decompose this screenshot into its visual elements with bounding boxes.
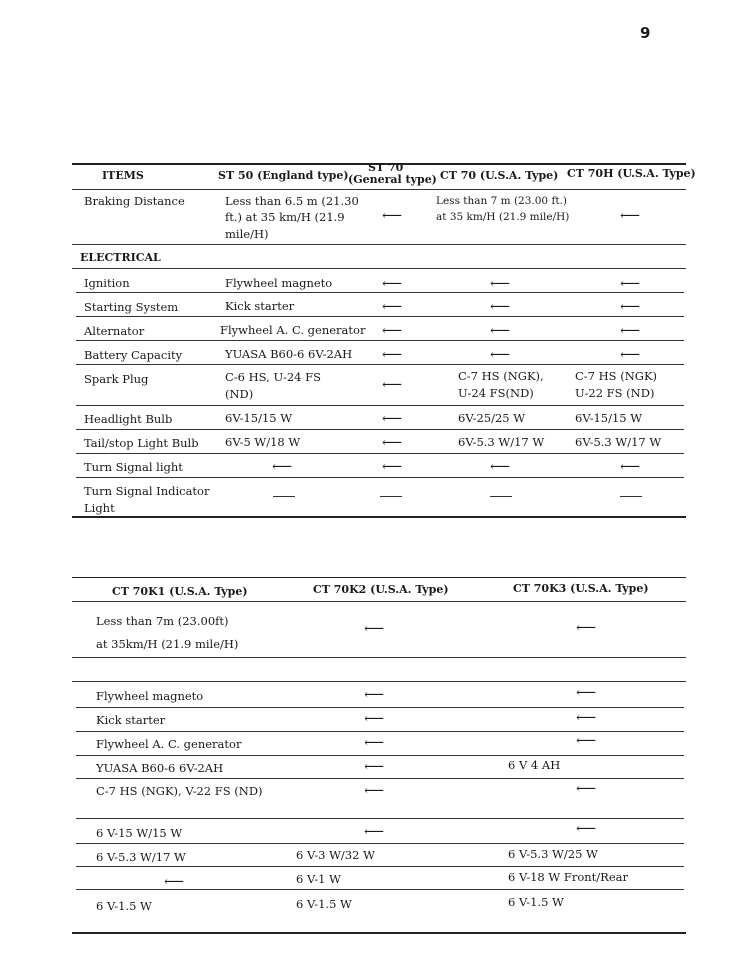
rule	[76, 405, 684, 406]
k1-braking-line2: at 35km/H (21.9 mile/H)	[96, 637, 239, 651]
k1-braking-line1: Less than 7m (23.00ft)	[96, 614, 229, 628]
st50-headlight: 6V-15/15 W	[225, 411, 293, 425]
row-braking-label: Braking Distance	[84, 194, 185, 208]
ct70h-tail: 6V-5.3 W/17 W	[575, 435, 662, 449]
rule	[76, 818, 684, 819]
ct70-tail: 6V-5.3 W/17 W	[458, 435, 545, 449]
ct70-braking-line1: Less than 7 m (23.00 ft.)	[436, 195, 567, 207]
same-arrow-icon: ⟵	[382, 299, 403, 315]
ct70h-headlight: 6V-15/15 W	[575, 411, 643, 425]
k3-turn: 6 V-18 W Front/Rear	[508, 870, 628, 884]
rule	[72, 681, 686, 682]
ct70-braking-line2: at 35 km/H (21.9 mile/H)	[436, 211, 570, 223]
same-arrow-icon: ⟵	[364, 759, 385, 775]
st50-starting: Kick starter	[225, 299, 295, 313]
dash-icon	[380, 496, 402, 497]
same-arrow-icon: ⟵	[490, 323, 511, 339]
page-number: 9	[640, 24, 651, 42]
same-arrow-icon: ⟵	[272, 459, 293, 475]
table2-top-rule	[72, 577, 686, 578]
row-indicator-label-line1: Turn Signal Indicator	[84, 484, 210, 498]
header-ct70k1: CT 70K1 (U.S.A. Type)	[112, 585, 248, 598]
k1-ignition: Flywheel magneto	[96, 689, 204, 703]
row-battery-label: Battery Capacity	[84, 348, 183, 362]
section-electrical: ELECTRICAL	[80, 251, 161, 264]
same-arrow-icon: ⟵	[576, 821, 597, 837]
st50-battery: YUASA B60-6 6V-2AH	[225, 347, 353, 361]
same-arrow-icon: ⟵	[620, 323, 641, 339]
same-arrow-icon: ⟵	[576, 710, 597, 726]
same-arrow-icon: ⟵	[490, 347, 511, 363]
rule	[72, 244, 686, 245]
rule	[76, 364, 684, 365]
k3-tail: 6 V-5.3 W/25 W	[508, 847, 598, 861]
dash-icon	[620, 496, 642, 497]
st50-braking-line3: mile/H)	[225, 227, 269, 241]
k2-turn: 6 V-1 W	[296, 872, 341, 886]
ct70h-spark-line1: C-7 HS (NGK)	[575, 369, 658, 383]
k2-tail: 6 V-3 W/32 W	[296, 848, 375, 862]
same-arrow-icon: ⟵	[382, 208, 403, 224]
row-ignition-label: Ignition	[84, 276, 130, 290]
same-arrow-icon: ⟵	[576, 733, 597, 749]
same-arrow-icon: ⟵	[382, 459, 403, 475]
same-arrow-icon: ⟵	[576, 685, 597, 701]
ct70-spark-line1: C-7 HS (NGK),	[458, 369, 544, 383]
row-alternator-label: Alternator	[84, 324, 145, 338]
st50-alternator: Flywheel A. C. generator	[220, 323, 366, 337]
same-arrow-icon: ⟵	[620, 459, 641, 475]
same-arrow-icon: ⟵	[490, 459, 511, 475]
same-arrow-icon: ⟵	[620, 276, 641, 292]
rule	[72, 189, 686, 190]
same-arrow-icon: ⟵	[364, 735, 385, 751]
same-arrow-icon: ⟵	[364, 824, 385, 840]
same-arrow-icon: ⟵	[490, 276, 511, 292]
same-arrow-icon: ⟵	[382, 347, 403, 363]
k1-starting: Kick starter	[96, 713, 166, 727]
same-arrow-icon: ⟵	[364, 687, 385, 703]
k1-spark: C-7 HS (NGK), V-22 FS (ND)	[96, 784, 263, 798]
same-arrow-icon: ⟵	[382, 276, 403, 292]
rule	[76, 292, 684, 293]
same-arrow-icon: ⟵	[620, 299, 641, 315]
rule	[76, 707, 684, 708]
rule	[76, 866, 684, 867]
header-st70-line1: ST 70	[368, 161, 404, 174]
st50-spark-line1: C-6 HS, U-24 FS	[225, 370, 321, 384]
rule	[76, 340, 684, 341]
header-ct70k2: CT 70K2 (U.S.A. Type)	[313, 583, 449, 596]
same-arrow-icon: ⟵	[164, 874, 185, 890]
ct70h-spark-line2: U-22 FS (ND)	[575, 386, 655, 400]
rule	[76, 316, 684, 317]
row-tail-label: Tail/stop Light Bulb	[84, 436, 199, 450]
dash-icon	[490, 496, 512, 497]
rule	[76, 778, 684, 779]
header-ct70: CT 70 (U.S.A. Type)	[440, 169, 559, 182]
header-st50: ST 50 (England type)	[218, 169, 349, 182]
st50-spark-line2: (ND)	[225, 387, 254, 401]
k2-indicator: 6 V-1.5 W	[296, 897, 352, 911]
rule	[72, 601, 686, 602]
k1-battery: YUASA B60-6 6V-2AH	[96, 761, 224, 775]
row-headlight-label: Headlight Bulb	[84, 412, 173, 426]
row-spark-label: Spark Plug	[84, 372, 149, 386]
same-arrow-icon: ⟵	[620, 208, 641, 224]
same-arrow-icon: ⟵	[490, 299, 511, 315]
row-turn-label: Turn Signal light	[84, 460, 183, 474]
rule	[72, 657, 686, 658]
header-st70-line2: (General type)	[348, 173, 437, 186]
same-arrow-icon: ⟵	[576, 781, 597, 797]
ct70-headlight: 6V-25/25 W	[458, 411, 526, 425]
header-ct70k3: CT 70K3 (U.S.A. Type)	[513, 582, 649, 595]
table2-bottom-rule	[72, 932, 686, 934]
same-arrow-icon: ⟵	[382, 435, 403, 451]
row-indicator-label-line2: Light	[84, 501, 115, 515]
rule	[76, 477, 684, 478]
header-items: ITEMS	[102, 169, 144, 182]
st50-ignition: Flywheel magneto	[225, 276, 333, 290]
row-starting-label: Starting System	[84, 300, 179, 314]
k1-headlight: 6 V-15 W/15 W	[96, 826, 183, 840]
st50-tail: 6V-5 W/18 W	[225, 435, 301, 449]
k3-battery: 6 V 4 AH	[508, 758, 561, 772]
table1-bottom-rule	[72, 516, 686, 518]
ct70-spark-line2: U-24 FS(ND)	[458, 386, 534, 400]
st50-braking-line1: Less than 6.5 m (21.30	[225, 194, 359, 208]
same-arrow-icon: ⟵	[576, 620, 597, 636]
k1-alternator: Flywheel A. C. generator	[96, 737, 242, 751]
rule	[76, 843, 684, 844]
same-arrow-icon: ⟵	[382, 377, 403, 393]
same-arrow-icon: ⟵	[620, 347, 641, 363]
st50-braking-line2: ft.) at 35 km/H (21.9	[225, 210, 345, 224]
header-ct70h: CT 70H (U.S.A. Type)	[567, 167, 696, 180]
same-arrow-icon: ⟵	[382, 411, 403, 427]
same-arrow-icon: ⟵	[382, 323, 403, 339]
rule	[72, 268, 686, 269]
rule	[76, 731, 684, 732]
k1-indicator: 6 V-1.5 W	[96, 899, 152, 913]
k3-indicator: 6 V-1.5 W	[508, 895, 564, 909]
k1-tail: 6 V-5.3 W/17 W	[96, 850, 186, 864]
rule	[76, 755, 684, 756]
same-arrow-icon: ⟵	[364, 621, 385, 637]
same-arrow-icon: ⟵	[364, 711, 385, 727]
rule	[76, 453, 684, 454]
rule	[76, 889, 684, 890]
rule	[76, 429, 684, 430]
dash-icon	[273, 496, 295, 497]
same-arrow-icon: ⟵	[364, 783, 385, 799]
